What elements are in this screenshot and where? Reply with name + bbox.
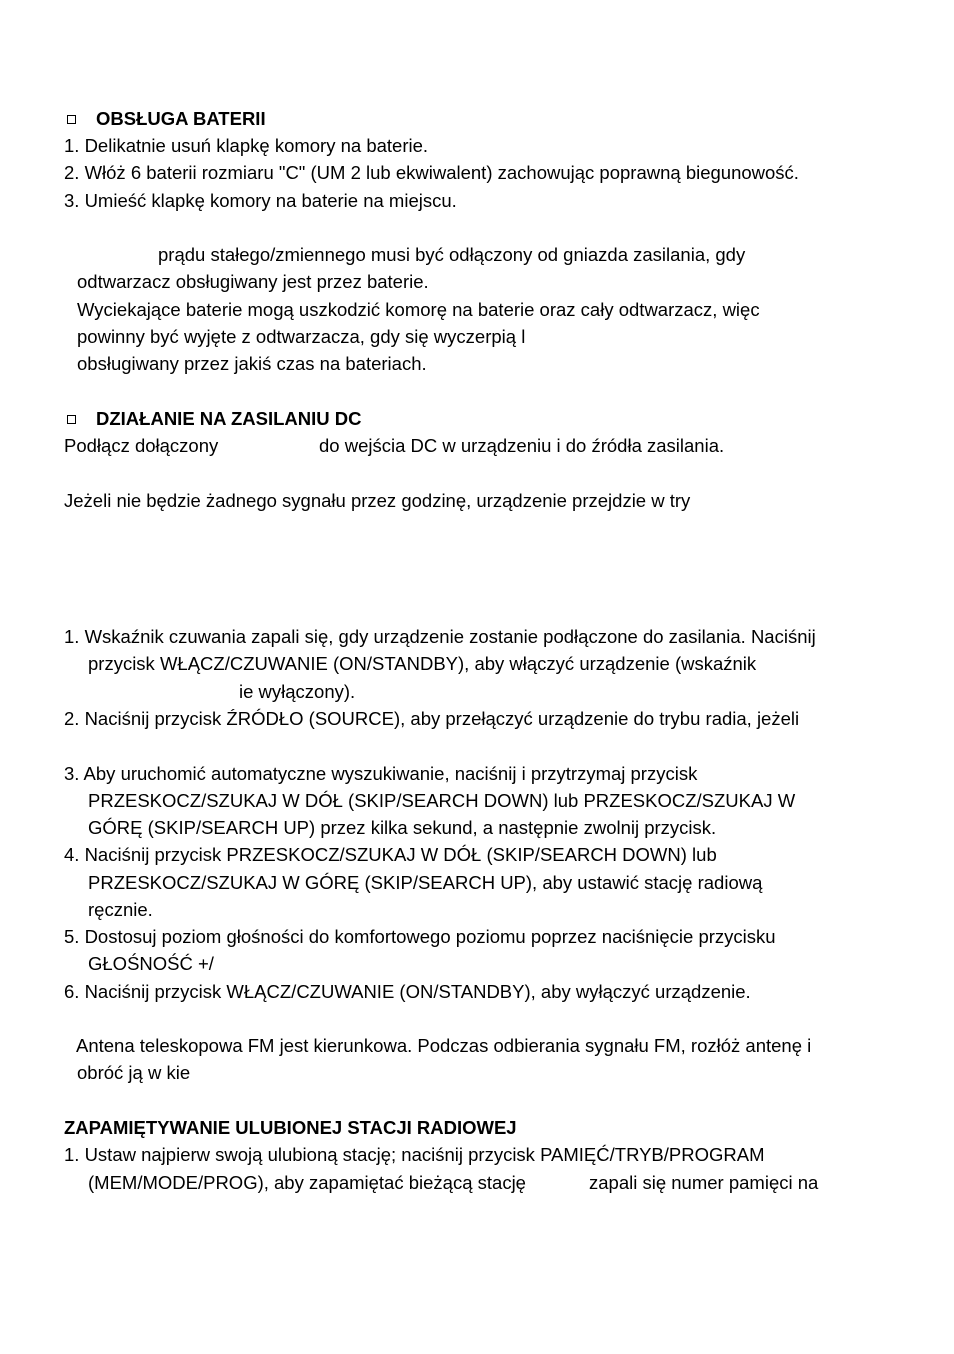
battery-step-1: 1. Delikatnie usuń klapkę komory na baterie. bbox=[64, 135, 429, 156]
radio-step-5: 5. Dostosuj poziom głośności do komfortowego poziomu poprzez naciśnięcie przycisku bbox=[64, 926, 776, 947]
radio-step-4: 4. Naciśnij przycisk PRZESKOCZ/SZUKAJ W DÓŁ (SKIP/SEARCH DOWN) lub bbox=[64, 844, 717, 865]
antenna-note-line-1: Antena teleskopowa FM jest kierunkowa. Podczas odbierania sygnału FM, rozłóż antenę i bbox=[76, 1035, 812, 1056]
memory-line-1: 1. Ustaw najpierw swoją ulubioną stację; naciśnij przycisk PAMIĘĆ/TRYB/PROGRAM bbox=[64, 1144, 765, 1165]
battery-note-line-5: obsługiwany przez jakiś czas na bateriach. bbox=[77, 353, 427, 374]
checkbox-bullet-icon bbox=[67, 415, 76, 424]
battery-heading: OBSŁUGA BATERII bbox=[96, 108, 266, 129]
memory-line-2-start: (MEM/MODE/PROG), aby zapamiętać bieżącą stację bbox=[88, 1172, 526, 1193]
battery-note-line-1: prądu stałego/zmiennego musi być odłączony od gniazda zasilania, gdy bbox=[158, 244, 746, 265]
battery-note-line-3: Wyciekające baterie mogą uszkodzić komorę na baterie oraz cały odtwarzacz, więc bbox=[77, 299, 760, 320]
dc-heading: DZIAŁANIE NA ZASILANIU DC bbox=[96, 408, 362, 429]
radio-step-1-cont-2: ie wyłączony). bbox=[239, 681, 356, 702]
radio-step-1-cont: przycisk WŁĄCZ/CZUWANIE (ON/STANDBY), aby włączyć urządzenie (wskaźnik bbox=[88, 653, 757, 674]
dc-line-1-start: Podłącz dołączony bbox=[64, 435, 219, 456]
radio-step-6: 6. Naciśnij przycisk WŁĄCZ/CZUWANIE (ON/STANDBY), aby wyłączyć urządzenie. bbox=[64, 981, 751, 1002]
radio-step-5-cont: GŁOŚNOŚĆ +/ bbox=[88, 953, 214, 974]
battery-step-2: 2. Włóż 6 baterii rozmiaru "C" (UM 2 lub ekwiwalent) zachowując poprawną biegunowość. bbox=[64, 162, 799, 183]
memory-heading: ZAPAMIĘTYWANIE ULUBIONEJ STACJI RADIOWEJ bbox=[64, 1117, 517, 1138]
dc-line-1-end: do wejścia DC w urządzeniu i do źródła zasilania. bbox=[319, 435, 725, 456]
checkbox-bullet-icon bbox=[67, 115, 76, 124]
radio-step-3: 3. Aby uruchomić automatyczne wyszukiwanie, naciśnij i przytrzymaj przycisk bbox=[64, 763, 698, 784]
dc-line-2: Jeżeli nie będzie żadnego sygnału przez godzinę, urządzenie przejdzie w try bbox=[64, 490, 691, 511]
memory-line-2-end: zapali się numer pamięci na bbox=[589, 1172, 819, 1193]
radio-step-4-cont: PRZESKOCZ/SZUKAJ W GÓRĘ (SKIP/SEARCH UP), aby ustawić stację radiową bbox=[88, 872, 763, 893]
radio-step-3-cont: PRZESKOCZ/SZUKAJ W DÓŁ (SKIP/SEARCH DOWN) lub PRZESKOCZ/SZUKAJ W bbox=[88, 790, 796, 811]
battery-note-line-2: odtwarzacz obsługiwany jest przez baterie. bbox=[77, 271, 429, 292]
radio-step-1: 1. Wskaźnik czuwania zapali się, gdy urządzenie zostanie podłączone do zasilania. Naciśnij bbox=[64, 626, 816, 647]
radio-step-2: 2. Naciśnij przycisk ŹRÓDŁO (SOURCE), aby przełączyć urządzenie do trybu radia, jeżeli bbox=[64, 708, 800, 729]
battery-step-3: 3. Umieść klapkę komory na baterie na miejscu. bbox=[64, 190, 457, 211]
battery-note-line-4: powinny być wyjęte z odtwarzacza, gdy się wyczerpią l bbox=[77, 326, 526, 347]
radio-step-3-cont-2: GÓRĘ (SKIP/SEARCH UP) przez kilka sekund, a następnie zwolnij przycisk. bbox=[88, 817, 717, 838]
antenna-note-line-2: obróć ją w kie bbox=[77, 1062, 191, 1083]
radio-step-4-cont-2: ręcznie. bbox=[88, 899, 153, 920]
